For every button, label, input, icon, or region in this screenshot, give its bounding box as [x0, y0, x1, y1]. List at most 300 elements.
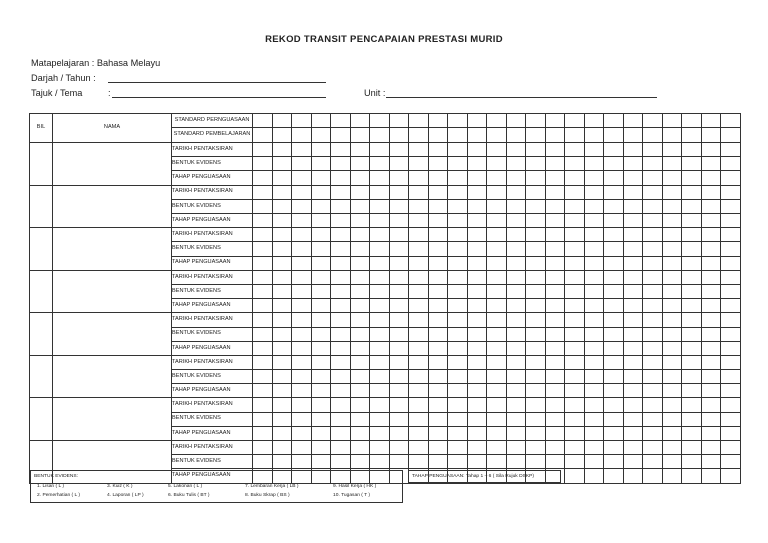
record-cell[interactable]: [643, 185, 663, 199]
record-cell[interactable]: [409, 242, 429, 256]
record-cell[interactable]: [643, 341, 663, 355]
record-cell[interactable]: [448, 313, 468, 327]
record-cell[interactable]: [526, 171, 546, 185]
record-cell[interactable]: [721, 127, 741, 143]
record-cell[interactable]: [545, 143, 565, 157]
record-cell[interactable]: [253, 143, 273, 157]
record-cell[interactable]: [253, 355, 273, 369]
record-cell[interactable]: [487, 313, 507, 327]
record-cell[interactable]: [604, 143, 624, 157]
record-cell[interactable]: [701, 370, 721, 384]
record-cell[interactable]: [409, 426, 429, 440]
record-cell[interactable]: [292, 270, 312, 284]
bil-cell[interactable]: [30, 185, 53, 228]
nama-cell[interactable]: [53, 185, 172, 228]
record-cell[interactable]: [584, 327, 604, 341]
record-cell[interactable]: [428, 455, 448, 469]
record-cell[interactable]: [701, 398, 721, 412]
record-cell[interactable]: [545, 127, 565, 143]
record-cell[interactable]: [506, 412, 526, 426]
record-cell[interactable]: [350, 171, 370, 185]
record-cell[interactable]: [350, 199, 370, 213]
record-cell[interactable]: [565, 171, 585, 185]
record-cell[interactable]: [292, 171, 312, 185]
record-cell[interactable]: [467, 114, 487, 128]
record-cell[interactable]: [487, 185, 507, 199]
record-cell[interactable]: [604, 455, 624, 469]
record-cell[interactable]: [428, 214, 448, 228]
record-cell[interactable]: [448, 242, 468, 256]
record-cell[interactable]: [253, 157, 273, 171]
record-cell[interactable]: [409, 299, 429, 313]
record-cell[interactable]: [487, 270, 507, 284]
record-cell[interactable]: [389, 242, 409, 256]
record-cell[interactable]: [389, 256, 409, 270]
record-cell[interactable]: [272, 171, 292, 185]
record-cell[interactable]: [721, 143, 741, 157]
record-cell[interactable]: [623, 341, 643, 355]
record-cell[interactable]: [331, 114, 351, 128]
record-cell[interactable]: [643, 143, 663, 157]
record-cell[interactable]: [370, 355, 390, 369]
record-cell[interactable]: [526, 384, 546, 398]
bil-cell[interactable]: [30, 398, 53, 441]
record-cell[interactable]: [584, 355, 604, 369]
nama-cell[interactable]: [53, 355, 172, 398]
record-cell[interactable]: [662, 441, 682, 455]
record-cell[interactable]: [428, 199, 448, 213]
record-cell[interactable]: [623, 199, 643, 213]
record-cell[interactable]: [370, 327, 390, 341]
record-cell[interactable]: [331, 327, 351, 341]
record-cell[interactable]: [370, 114, 390, 128]
record-cell[interactable]: [311, 270, 331, 284]
record-cell[interactable]: [604, 398, 624, 412]
record-cell[interactable]: [643, 299, 663, 313]
record-cell[interactable]: [350, 143, 370, 157]
record-cell[interactable]: [545, 270, 565, 284]
record-cell[interactable]: [292, 143, 312, 157]
record-cell[interactable]: [272, 313, 292, 327]
record-cell[interactable]: [682, 157, 702, 171]
record-cell[interactable]: [506, 299, 526, 313]
record-cell[interactable]: [428, 127, 448, 143]
record-cell[interactable]: [428, 313, 448, 327]
record-cell[interactable]: [623, 412, 643, 426]
record-cell[interactable]: [701, 313, 721, 327]
record-cell[interactable]: [721, 426, 741, 440]
record-cell[interactable]: [428, 228, 448, 242]
record-cell[interactable]: [565, 341, 585, 355]
record-cell[interactable]: [467, 214, 487, 228]
record-cell[interactable]: [526, 299, 546, 313]
record-cell[interactable]: [448, 143, 468, 157]
record-cell[interactable]: [721, 455, 741, 469]
record-cell[interactable]: [272, 228, 292, 242]
record-cell[interactable]: [682, 256, 702, 270]
record-cell[interactable]: [584, 370, 604, 384]
record-cell[interactable]: [662, 299, 682, 313]
record-cell[interactable]: [682, 143, 702, 157]
record-cell[interactable]: [389, 185, 409, 199]
record-cell[interactable]: [526, 355, 546, 369]
record-cell[interactable]: [701, 157, 721, 171]
record-cell[interactable]: [448, 171, 468, 185]
record-cell[interactable]: [487, 441, 507, 455]
record-cell[interactable]: [448, 114, 468, 128]
record-cell[interactable]: [487, 412, 507, 426]
record-cell[interactable]: [350, 441, 370, 455]
nama-cell[interactable]: [53, 313, 172, 356]
record-cell[interactable]: [350, 455, 370, 469]
record-cell[interactable]: [662, 455, 682, 469]
record-cell[interactable]: [409, 355, 429, 369]
record-cell[interactable]: [487, 299, 507, 313]
record-cell[interactable]: [331, 185, 351, 199]
record-cell[interactable]: [565, 370, 585, 384]
record-cell[interactable]: [311, 228, 331, 242]
record-cell[interactable]: [623, 214, 643, 228]
record-cell[interactable]: [389, 299, 409, 313]
record-cell[interactable]: [662, 313, 682, 327]
record-cell[interactable]: [467, 441, 487, 455]
record-cell[interactable]: [545, 199, 565, 213]
record-cell[interactable]: [370, 228, 390, 242]
record-cell[interactable]: [331, 355, 351, 369]
record-cell[interactable]: [292, 327, 312, 341]
record-cell[interactable]: [721, 384, 741, 398]
record-cell[interactable]: [389, 270, 409, 284]
record-cell[interactable]: [682, 171, 702, 185]
record-cell[interactable]: [662, 341, 682, 355]
record-cell[interactable]: [350, 370, 370, 384]
record-cell[interactable]: [701, 228, 721, 242]
nama-cell[interactable]: [53, 143, 172, 186]
record-cell[interactable]: [311, 384, 331, 398]
record-cell[interactable]: [448, 398, 468, 412]
record-cell[interactable]: [526, 270, 546, 284]
record-cell[interactable]: [253, 441, 273, 455]
record-cell[interactable]: [272, 143, 292, 157]
record-cell[interactable]: [487, 455, 507, 469]
record-cell[interactable]: [467, 313, 487, 327]
record-cell[interactable]: [545, 327, 565, 341]
record-cell[interactable]: [428, 398, 448, 412]
record-cell[interactable]: [565, 114, 585, 128]
record-cell[interactable]: [389, 214, 409, 228]
record-cell[interactable]: [331, 270, 351, 284]
record-cell[interactable]: [331, 199, 351, 213]
record-cell[interactable]: [623, 143, 643, 157]
record-cell[interactable]: [506, 185, 526, 199]
record-cell[interactable]: [662, 143, 682, 157]
record-cell[interactable]: [545, 398, 565, 412]
record-cell[interactable]: [448, 455, 468, 469]
record-cell[interactable]: [623, 284, 643, 298]
record-cell[interactable]: [721, 327, 741, 341]
record-cell[interactable]: [467, 270, 487, 284]
unit-field-line[interactable]: [386, 97, 657, 98]
record-cell[interactable]: [389, 143, 409, 157]
record-cell[interactable]: [428, 441, 448, 455]
record-cell[interactable]: [662, 412, 682, 426]
record-cell[interactable]: [662, 199, 682, 213]
record-cell[interactable]: [331, 256, 351, 270]
record-cell[interactable]: [662, 355, 682, 369]
record-cell[interactable]: [272, 157, 292, 171]
record-cell[interactable]: [389, 355, 409, 369]
record-cell[interactable]: [487, 114, 507, 128]
record-cell[interactable]: [292, 242, 312, 256]
record-cell[interactable]: [565, 355, 585, 369]
record-cell[interactable]: [682, 284, 702, 298]
record-cell[interactable]: [623, 127, 643, 143]
record-cell[interactable]: [701, 441, 721, 455]
record-cell[interactable]: [311, 455, 331, 469]
record-cell[interactable]: [409, 341, 429, 355]
record-cell[interactable]: [370, 171, 390, 185]
record-cell[interactable]: [721, 242, 741, 256]
record-cell[interactable]: [604, 171, 624, 185]
record-cell[interactable]: [565, 284, 585, 298]
record-cell[interactable]: [428, 185, 448, 199]
record-cell[interactable]: [506, 455, 526, 469]
record-cell[interactable]: [506, 441, 526, 455]
record-cell[interactable]: [467, 455, 487, 469]
record-cell[interactable]: [643, 256, 663, 270]
record-cell[interactable]: [584, 441, 604, 455]
record-cell[interactable]: [604, 355, 624, 369]
record-cell[interactable]: [389, 455, 409, 469]
record-cell[interactable]: [526, 313, 546, 327]
record-cell[interactable]: [467, 384, 487, 398]
record-cell[interactable]: [584, 228, 604, 242]
record-cell[interactable]: [623, 242, 643, 256]
record-cell[interactable]: [643, 171, 663, 185]
record-cell[interactable]: [623, 313, 643, 327]
record-cell[interactable]: [545, 228, 565, 242]
record-cell[interactable]: [370, 185, 390, 199]
record-cell[interactable]: [350, 313, 370, 327]
record-cell[interactable]: [428, 370, 448, 384]
record-cell[interactable]: [409, 256, 429, 270]
record-cell[interactable]: [467, 157, 487, 171]
record-cell[interactable]: [545, 214, 565, 228]
record-cell[interactable]: [682, 270, 702, 284]
record-cell[interactable]: [253, 242, 273, 256]
record-cell[interactable]: [662, 228, 682, 242]
record-cell[interactable]: [526, 157, 546, 171]
record-cell[interactable]: [643, 313, 663, 327]
record-cell[interactable]: [565, 242, 585, 256]
record-cell[interactable]: [604, 114, 624, 128]
record-cell[interactable]: [506, 199, 526, 213]
record-cell[interactable]: [350, 398, 370, 412]
record-cell[interactable]: [682, 313, 702, 327]
record-cell[interactable]: [409, 199, 429, 213]
record-cell[interactable]: [506, 426, 526, 440]
record-cell[interactable]: [487, 171, 507, 185]
record-cell[interactable]: [253, 370, 273, 384]
record-cell[interactable]: [389, 398, 409, 412]
record-cell[interactable]: [721, 441, 741, 455]
record-cell[interactable]: [389, 284, 409, 298]
record-cell[interactable]: [682, 299, 702, 313]
record-cell[interactable]: [409, 228, 429, 242]
record-cell[interactable]: [350, 114, 370, 128]
record-cell[interactable]: [448, 341, 468, 355]
record-cell[interactable]: [682, 199, 702, 213]
record-cell[interactable]: [526, 199, 546, 213]
record-cell[interactable]: [623, 355, 643, 369]
record-cell[interactable]: [545, 412, 565, 426]
record-cell[interactable]: [467, 185, 487, 199]
record-cell[interactable]: [643, 412, 663, 426]
record-cell[interactable]: [643, 327, 663, 341]
record-cell[interactable]: [545, 341, 565, 355]
record-cell[interactable]: [682, 242, 702, 256]
record-cell[interactable]: [526, 327, 546, 341]
record-cell[interactable]: [311, 441, 331, 455]
record-cell[interactable]: [565, 299, 585, 313]
record-cell[interactable]: [350, 412, 370, 426]
record-cell[interactable]: [389, 313, 409, 327]
record-cell[interactable]: [311, 143, 331, 157]
record-cell[interactable]: [545, 157, 565, 171]
record-cell[interactable]: [701, 327, 721, 341]
record-cell[interactable]: [506, 157, 526, 171]
record-cell[interactable]: [448, 355, 468, 369]
record-cell[interactable]: [526, 214, 546, 228]
record-cell[interactable]: [584, 214, 604, 228]
record-cell[interactable]: [389, 114, 409, 128]
record-cell[interactable]: [331, 127, 351, 143]
record-cell[interactable]: [526, 143, 546, 157]
record-cell[interactable]: [487, 228, 507, 242]
record-cell[interactable]: [448, 214, 468, 228]
record-cell[interactable]: [428, 157, 448, 171]
record-cell[interactable]: [370, 127, 390, 143]
record-cell[interactable]: [370, 412, 390, 426]
record-cell[interactable]: [721, 370, 741, 384]
record-cell[interactable]: [448, 412, 468, 426]
record-cell[interactable]: [682, 114, 702, 128]
record-cell[interactable]: [331, 398, 351, 412]
record-cell[interactable]: [701, 256, 721, 270]
record-cell[interactable]: [292, 370, 312, 384]
record-cell[interactable]: [545, 256, 565, 270]
record-cell[interactable]: [331, 143, 351, 157]
record-cell[interactable]: [604, 270, 624, 284]
record-cell[interactable]: [253, 228, 273, 242]
record-cell[interactable]: [272, 299, 292, 313]
record-cell[interactable]: [428, 143, 448, 157]
record-cell[interactable]: [370, 284, 390, 298]
record-cell[interactable]: [526, 228, 546, 242]
record-cell[interactable]: [331, 214, 351, 228]
record-cell[interactable]: [311, 256, 331, 270]
record-cell[interactable]: [506, 256, 526, 270]
record-cell[interactable]: [604, 412, 624, 426]
record-cell[interactable]: [487, 256, 507, 270]
record-cell[interactable]: [701, 412, 721, 426]
record-cell[interactable]: [701, 355, 721, 369]
record-cell[interactable]: [565, 327, 585, 341]
record-cell[interactable]: [526, 256, 546, 270]
record-cell[interactable]: [623, 228, 643, 242]
record-cell[interactable]: [701, 299, 721, 313]
record-cell[interactable]: [682, 441, 702, 455]
record-cell[interactable]: [545, 426, 565, 440]
record-cell[interactable]: [584, 114, 604, 128]
record-cell[interactable]: [389, 327, 409, 341]
record-cell[interactable]: [721, 157, 741, 171]
bil-cell[interactable]: [30, 270, 53, 313]
class-field-line[interactable]: [108, 82, 326, 83]
record-cell[interactable]: [604, 228, 624, 242]
record-cell[interactable]: [721, 355, 741, 369]
record-cell[interactable]: [370, 441, 390, 455]
record-cell[interactable]: [311, 426, 331, 440]
record-cell[interactable]: [682, 327, 702, 341]
record-cell[interactable]: [662, 327, 682, 341]
record-cell[interactable]: [721, 398, 741, 412]
record-cell[interactable]: [311, 313, 331, 327]
record-cell[interactable]: [292, 341, 312, 355]
record-cell[interactable]: [604, 299, 624, 313]
record-cell[interactable]: [545, 355, 565, 369]
record-cell[interactable]: [292, 228, 312, 242]
record-cell[interactable]: [409, 370, 429, 384]
record-cell[interactable]: [292, 114, 312, 128]
record-cell[interactable]: [350, 214, 370, 228]
record-cell[interactable]: [701, 127, 721, 143]
record-cell[interactable]: [506, 370, 526, 384]
record-cell[interactable]: [682, 355, 702, 369]
record-cell[interactable]: [389, 199, 409, 213]
record-cell[interactable]: [272, 214, 292, 228]
record-cell[interactable]: [448, 327, 468, 341]
record-cell[interactable]: [701, 284, 721, 298]
record-cell[interactable]: [448, 157, 468, 171]
record-cell[interactable]: [701, 143, 721, 157]
record-cell[interactable]: [623, 469, 643, 483]
record-cell[interactable]: [701, 185, 721, 199]
record-cell[interactable]: [721, 214, 741, 228]
record-cell[interactable]: [350, 341, 370, 355]
record-cell[interactable]: [682, 384, 702, 398]
record-cell[interactable]: [331, 412, 351, 426]
record-cell[interactable]: [272, 441, 292, 455]
record-cell[interactable]: [701, 426, 721, 440]
record-cell[interactable]: [409, 441, 429, 455]
record-cell[interactable]: [584, 469, 604, 483]
record-cell[interactable]: [604, 313, 624, 327]
nama-cell[interactable]: [53, 270, 172, 313]
record-cell[interactable]: [428, 171, 448, 185]
record-cell[interactable]: [331, 284, 351, 298]
record-cell[interactable]: [506, 214, 526, 228]
record-cell[interactable]: [721, 299, 741, 313]
record-cell[interactable]: [604, 242, 624, 256]
record-cell[interactable]: [292, 412, 312, 426]
record-cell[interactable]: [467, 127, 487, 143]
record-cell[interactable]: [389, 157, 409, 171]
record-cell[interactable]: [701, 199, 721, 213]
record-cell[interactable]: [311, 284, 331, 298]
record-cell[interactable]: [643, 114, 663, 128]
record-cell[interactable]: [526, 284, 546, 298]
